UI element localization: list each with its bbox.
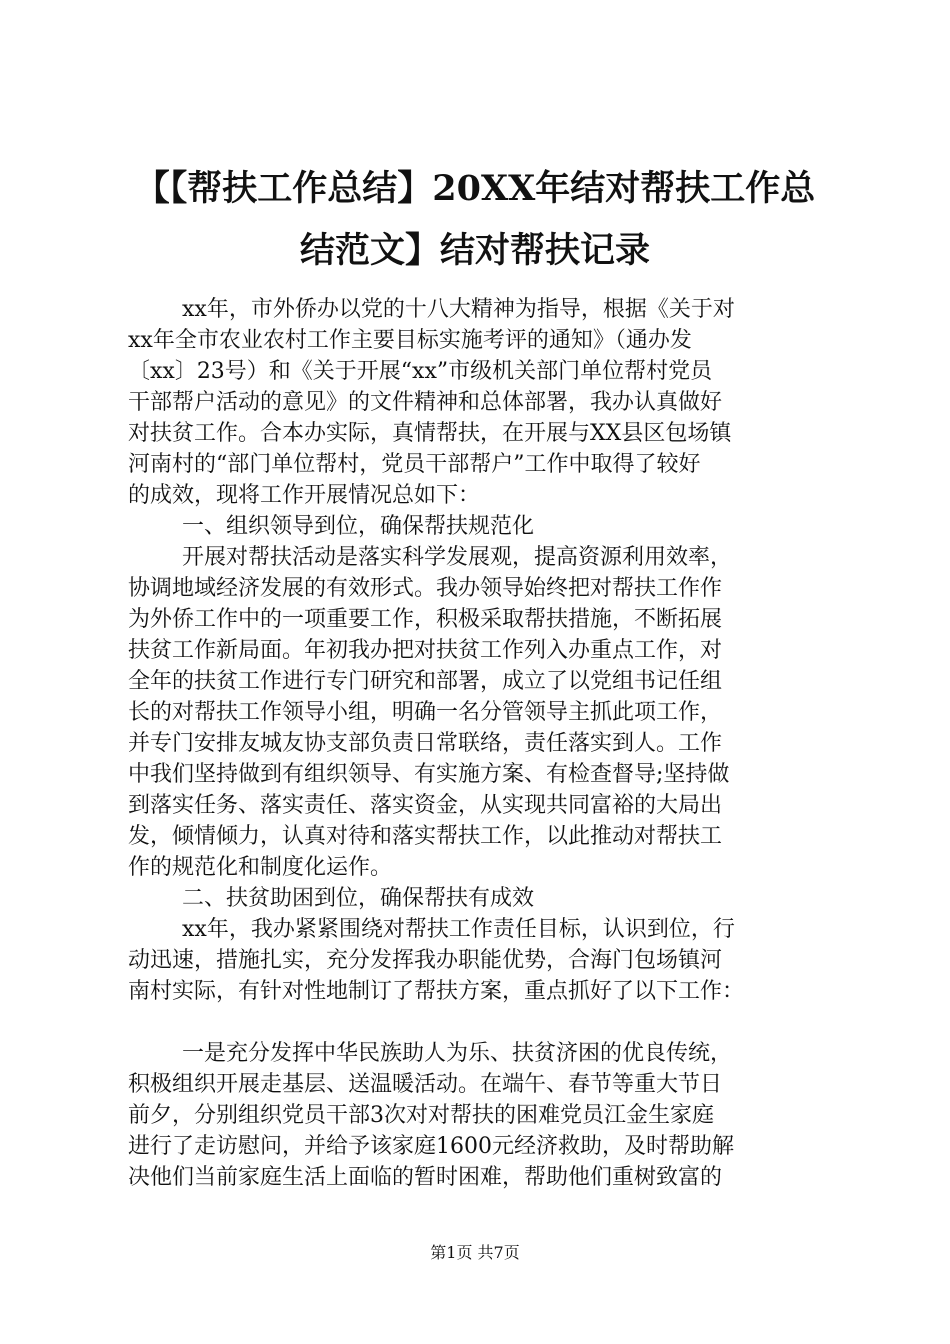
text-line: 决他们当前家庭生活上面临的暂时困难，帮助他们重树致富的 <box>128 1165 723 1190</box>
text-line: 干部帮户活动的意见》的文件精神和总体部署，我办认真做好 <box>128 390 723 415</box>
page-footer: 第1页 共7页 <box>430 1243 520 1262</box>
text-line: 南村实际，有针对性地制订了帮扶方案，重点抓好了以下工作： <box>128 979 745 1004</box>
document-title <box>110 158 840 282</box>
text-line: xx年，我办紧紧围绕对帮扶工作责任目标，认识到位，行 <box>182 917 735 942</box>
text-line: 动迅速，措施扎实，充分发挥我办职能优势，合海门包场镇河 <box>128 948 723 973</box>
text-line: 发，倾情倾力，认真对待和落实帮扶工作，以此推动对帮扶工 <box>128 824 723 849</box>
text-line: 为外侨工作中的一项重要工作，积极采取帮扶措施，不断拓展 <box>128 607 723 632</box>
document-body <box>128 294 828 1193</box>
text-line: 的成效，现将工作开展情况总如下： <box>128 483 481 508</box>
text-line: 并专门安排友城友协支部负责日常联络，责任落实到人。工作 <box>128 731 723 756</box>
text-line: 到落实任务、落实责任、落实资金，从实现共同富裕的大局出 <box>128 793 723 818</box>
text-line: 积极组织开展走基层、送温暖活动。在端午、春节等重大节日 <box>128 1072 723 1097</box>
text-line: 进行了走访慰问，并给予该家庭1600元经济救助，及时帮助解 <box>128 1134 734 1159</box>
text-line: 对扶贫工作。合本办实际，真情帮扶，在开展与XX县区包场镇 <box>128 421 732 446</box>
title-line: 【【帮扶工作总结】20XX年结对帮扶工作总 <box>134 168 816 209</box>
text-line: 一是充分发挥中华民族助人为乐、扶贫济困的优良传统， <box>182 1041 733 1066</box>
text-line: 中我们坚持做到有组织领导、有实施方案、有检查督导;坚持做 <box>128 762 730 787</box>
text-line: 全年的扶贫工作进行专门研究和部署，成立了以党组书记任组 <box>128 669 723 694</box>
blank-line <box>128 1007 828 1038</box>
text-line: xx年，市外侨办以党的十八大精神为指导，根据《关于对 <box>182 297 735 322</box>
title-line: 结范文】结对帮扶记录 <box>299 230 650 271</box>
text-line: 河南村的“部门单位帮村，党员干部帮户”工作中取得了较好 <box>128 452 701 477</box>
text-line: xx年全市农业农村工作主要目标实施考评的通知》（通办发 <box>128 328 692 353</box>
text-line: 扶贫工作新局面。年初我办把对扶贫工作列入办重点工作，对 <box>128 638 723 663</box>
text-line: 作的规范化和制度化运作。 <box>128 855 393 880</box>
text-line: 开展对帮扶活动是落实科学发展观，提高资源利用效率， <box>182 545 733 570</box>
text-line: 二、扶贫助困到位，确保帮扶有成效 <box>182 886 535 911</box>
text-line: 长的对帮扶工作领导小组，明确一名分管领导主抓此项工作， <box>128 700 723 725</box>
text-line: 协调地域经济发展的有效形式。我办领导始终把对帮扶工作作 <box>128 576 723 601</box>
text-line: 〔xx〕23号）和《关于开展“xx”市级机关部门单位帮村党员 <box>128 359 713 384</box>
text-line: 一、组织领导到位，确保帮扶规范化 <box>182 514 535 539</box>
text-line: 前夕，分别组织党员干部3次对对帮扶的困难党员江金生家庭 <box>128 1103 714 1128</box>
